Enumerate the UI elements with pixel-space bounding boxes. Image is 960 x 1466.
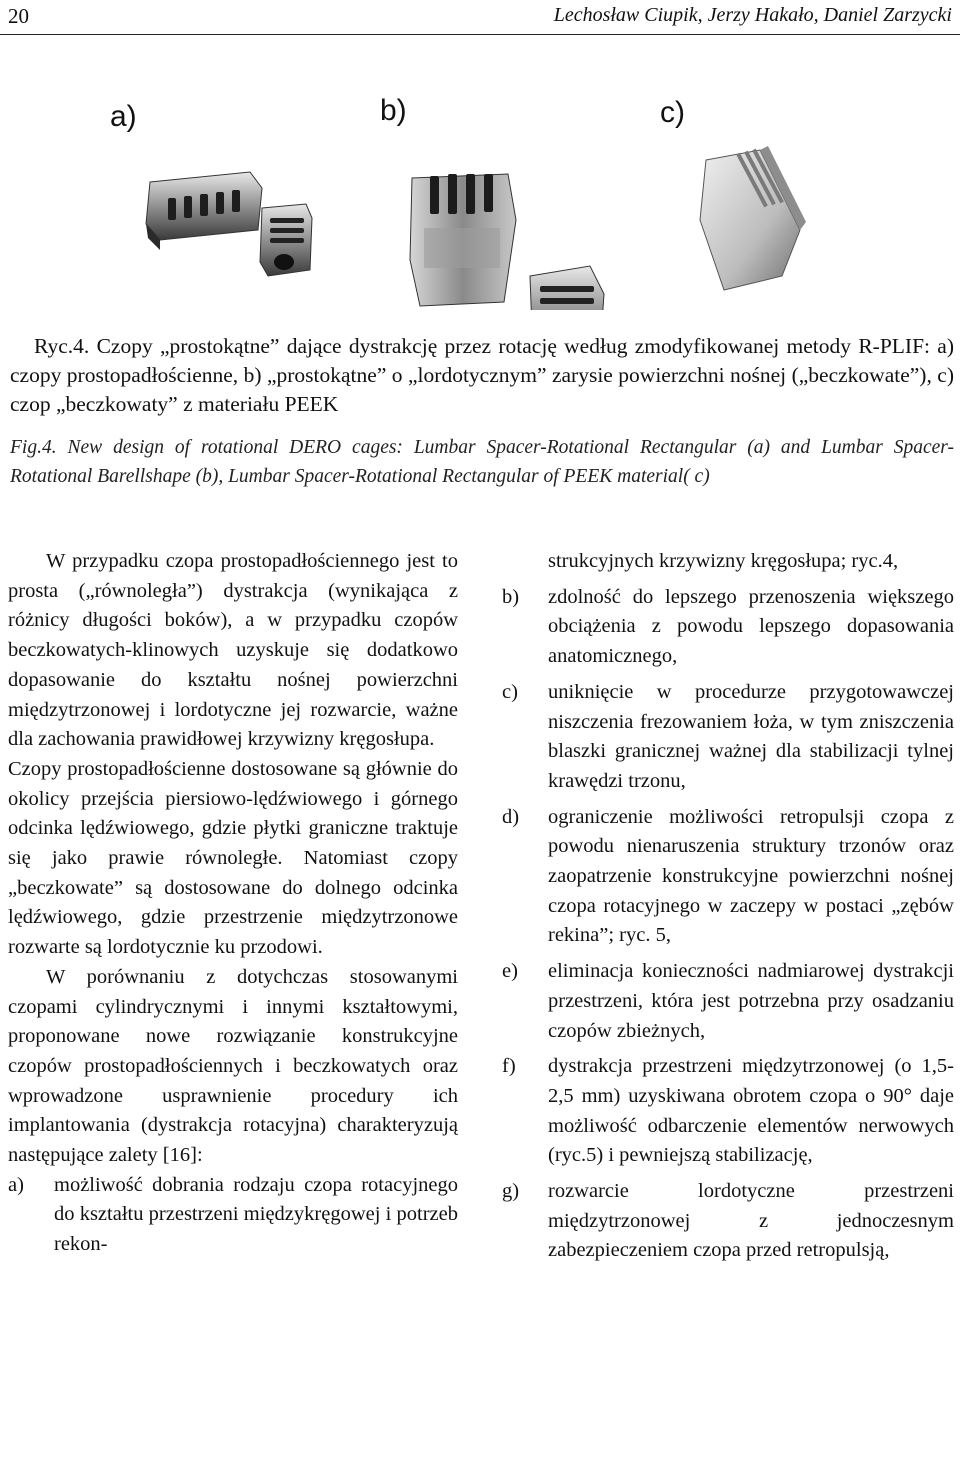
list-item-c xyxy=(502,678,954,797)
caption-english-lead: Fig.4. xyxy=(10,437,57,458)
list-item-b xyxy=(502,583,954,672)
list-item-e xyxy=(502,957,954,1046)
page-number: 20 xyxy=(8,4,29,28)
list-text-b: zdolność do lepszego przenoszenia większego obciążenia z powodu lepszego dopasowania anatomicznego, xyxy=(548,585,954,668)
cage-b-large xyxy=(410,174,516,306)
panel-label-b: b) xyxy=(380,94,407,127)
list-item-d xyxy=(502,803,954,952)
list-marker-d: d) xyxy=(502,805,520,828)
list-item-f xyxy=(502,1052,954,1171)
cage-a-small xyxy=(260,204,312,276)
list-text-d: ograniczenie możliwości retropulsji czopa z powodu nienaruszenia struktury trzonów oraz zaopatrzenie konstrukcyjne powierzchni nośnej czopa rotacyjnego w zaczepy w postaci „zębów rekina”; ryc. 5, xyxy=(548,805,954,947)
header-rule xyxy=(0,34,960,35)
left-column xyxy=(8,547,458,1260)
paragraph-1: W przypadku czopa prostopadłościennego jest to prosta („równoległa”) dystrakcja (wynikająca z różnicy długości boków), a w przypadku czopów beczkowatych-klinowych uzyskuje się dodatkowo dopasowanie do kształtu nośnej powierzchni międzytrzonowej i lordotyczne jej rozwarcie, ważne dla zachowania prawidłowej krzywizny kręgosłupa. xyxy=(8,550,458,751)
list-text-e: eliminacja konieczności nadmiarowej dystrakcji przestrzeni, która jest potrzebna przy osadzaniu czopów zbieżnych, xyxy=(548,960,954,1042)
figure-cages xyxy=(0,80,960,310)
list-item-g xyxy=(502,1177,954,1266)
panel-label-c: c) xyxy=(660,96,685,129)
list-marker-e: e) xyxy=(502,960,518,983)
list-marker-f: f) xyxy=(502,1055,516,1078)
paragraph-2: Czopy prostopadłościenne dostosowane są głównie do okolicy przejścia piersiowo-lędźwiowego i górnego odcinka lędźwiowego, gdzie płytki graniczne traktuje się jako prawie równoległe. Natomiast czopy „beczkowate” są dostosowane do dolnego odcinka lędźwiowego, gdzie przestrzenie międzytrzonowe rozwarte są lordotycznie ku przodowi. xyxy=(8,757,458,959)
cage-a-large xyxy=(146,172,262,250)
list-text-f: dystrakcja przestrzeni międzytrzonowej (o 1,5-2,5 mm) uzyskiwana obrotem czopa o 90° daje możliwość odbarczenie elementów nerwowych (ryc.5) i pewniejszą stabilizację, xyxy=(548,1055,954,1167)
cage-b-small xyxy=(530,266,604,310)
running-authors: Lechosław Ciupik, Jerzy Hakało, Daniel Zarzycki xyxy=(553,4,952,26)
list-item-a xyxy=(8,1171,458,1260)
page-header xyxy=(0,0,960,34)
figure-caption-polish xyxy=(10,332,954,419)
caption-english-text: New design of rotational DERO cages: Lumbar Spacer-Rotational Rectangular (a) and Lumbar Spacer-Rotational Barellshape (b), Lumbar Spacer-Rotational Rectangular of PEEK material( c) xyxy=(10,437,954,487)
list-marker-b: b) xyxy=(502,585,520,608)
right-column xyxy=(502,547,954,1266)
caption-polish-lead: Ryc.4. xyxy=(34,334,90,358)
panel-label-a: a) xyxy=(110,100,137,133)
list-marker-g: g) xyxy=(502,1180,520,1203)
list-text-g: rozwarcie lordotyczne przestrzeni międzytrzonowej z jednoczesnym zabezpieczeniem czopa przed retropulsją, xyxy=(548,1180,954,1262)
list-text-c: uniknięcie w procedurze przygotowawczej niszczenia frezowaniem łoża, w tym zniszczenia blaszki granicznej ważnej dla stabilizacji tylnej krawędzi trzonu, xyxy=(548,680,954,792)
figure-caption-english xyxy=(10,433,954,491)
caption-polish-text: Czopy „prostokątne” dające dystrakcję przez rotację według zmodyfikowanej metody R-PLIF: a) czopy prostopadłościenne, b) „prostokątne” o „lordotycznym” zarysie powierzchni nośnej („beczkowate”), c) czop „beczkowaty” z materiału PEEK xyxy=(10,334,954,416)
cage-c-peek xyxy=(700,146,806,290)
implant-photos xyxy=(0,80,960,310)
list-item-a-continued: strukcyjnych krzywizny kręgosłupa; ryc.4, xyxy=(548,550,899,572)
paragraph-3: W porównaniu z dotychczas stosowanymi czopami cylindrycznymi i innymi kształtowymi, proponowane nowe rozwiązanie konstrukcyjne czopów prostopadłościennych i beczkowatych oraz wprowadzone usprawnienie procedury ich implantowania (dystrakcja rotacyjna) charakteryzują następujące zalety [16]: xyxy=(8,965,458,1167)
list-marker-c: c) xyxy=(502,680,518,703)
list-text-a: możliwość dobrania rodzaju czopa rotacyjnego do kształtu przestrzeni międzykręgowej i potrzeb rekon- xyxy=(54,1173,458,1256)
list-marker-a: a) xyxy=(8,1173,24,1196)
